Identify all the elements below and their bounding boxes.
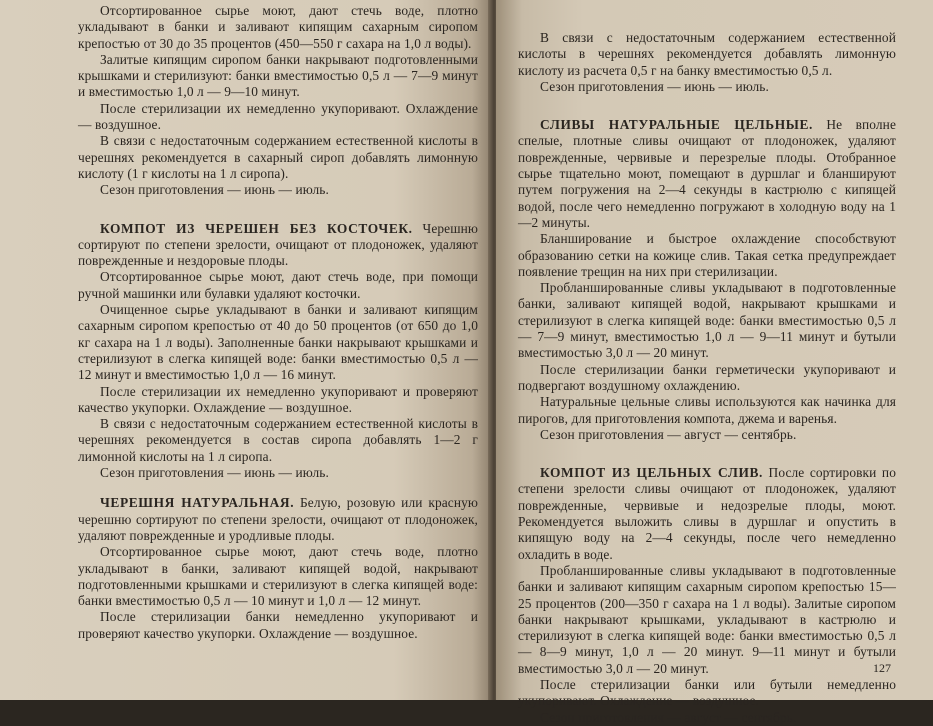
left-page-text xyxy=(78,3,478,642)
paragraph: После стерилизации банки немедленно укупоривают и проверяют качество укупорки. Охлаждение — воздушное. xyxy=(78,609,478,641)
paragraph: Натуральные цельные сливы используются как начинка для пирогов, для приготовления компота, джема и варенья. xyxy=(518,394,896,426)
paragraph: После стерилизации их немедленно укупоривают. Охлаждение — воздушное. xyxy=(78,100,478,133)
paragraph: Сезон приготовления — август — сентябрь. xyxy=(540,426,797,442)
paragraph: Отсортированное сырье моют, дают стечь воде, при помощи ручной машинки или булавки удаляют косточки. xyxy=(78,269,478,301)
paragraph: Сезон приготовления — июнь — июль. xyxy=(100,465,329,481)
paragraph: Бланширование и быстрое охлаждение способствуют образованию сетки на кожице слив. Такая сетка предупреждает появление трещин на них при стерилизации. xyxy=(518,231,896,279)
recipe-title: СЛИВЫ НАТУРАЛЬНЫЕ ЦЕЛЬНЫЕ. xyxy=(540,117,813,133)
paragraph: Отсортированное сырье моют, дают стечь воде, плотно укладывают в банки, заливают кипящей водой, накрывают подготовленными крышками и стерилизуют в слегка кипящей воде: банки вместимостью 0,5 л — 10 минут и 1,0 л — 12 минут. xyxy=(78,544,478,609)
paragraph: После стерилизации банки герметически укупоривают и подвергают воздушному охлаждению. xyxy=(518,361,896,393)
right-page xyxy=(496,0,933,725)
right-page-text xyxy=(518,30,896,726)
paragraph: Сезон приготовления — июнь — июль. xyxy=(540,78,769,94)
paragraph: Сезон приготовления — июнь — июль. xyxy=(100,182,329,198)
paragraph: Залитые кипящим сиропом банки накрывают подготовленными крышками и стерилизуют: банки вместимостью 0,5 л — 7—9 минут и вместимостью 1,0 л — 9—10 минут. xyxy=(78,51,478,100)
recipe-title: ЧЕРЕШНЯ НАТУРАЛЬНАЯ. xyxy=(100,495,295,511)
recipe-intro: Черешню сортируют по степени зрелости, очищают от плодоножек, удаляют поврежденные и нездоровые плоды. xyxy=(78,220,478,269)
paragraph: Пробланшированные сливы укладывают в подготовленные банки и заливают кипящим сахарным сиропом крепостью 15—25 процентов (200—350 г сахара на 1 л воды). Залитые сиропом банки накрывают крышками, укладывают в кастрюлю и стерилизуют в слегка кипящей воде: банки вместимостью 0,5 л — 8—9 минут, 1,0 л — 20 минут. 9—11 минут и бутыли вместимостью 3,0 л — 20 минут. xyxy=(518,562,896,676)
paragraph: В связи с недостаточным содержанием естественной кислоты в черешнях рекомендуется в сахарный сироп добавлять лимонную кислоту (1 г кислоты на 1 л сиропа). xyxy=(78,133,478,181)
recipe-paragraph xyxy=(78,495,478,544)
page-number: 127 xyxy=(873,661,891,675)
paragraph: После стерилизации банки или бутыли немедленно укупоривают. Охлаждение — воздушное. xyxy=(518,676,896,709)
recipe-paragraph xyxy=(518,465,896,563)
paragraph: Сезон приготовления — август — сентябрь. xyxy=(540,709,797,725)
recipe-paragraph xyxy=(518,117,896,231)
recipe-title: КОМПОТ ИЗ ЧЕРЕШЕН БЕЗ КОСТОЧЕК. xyxy=(100,220,413,236)
paragraph: Очищенное сырье укладывают в банки и заливают кипящим сахарным сиропом крепостью от 40 до 50 процентов (от 650 до 1,0 кг сахара на 1 л воды). Заполненные банки накрывают крышками и стерилизуют в слегка кипящей воде: банки вместимостью 0,5 л — 12 минут и вместимостью 1,0 л — 16 минут. xyxy=(78,302,478,383)
recipe-intro: Не вполне спелые, плотные сливы очищают от плодоножек, удаляют поврежденные, червивые и перезрелые плоды. Отобранное сырье тщательно моют, помещают в дуршлаг и бланшируют путем погружения на 2—4 секунды в кастрюлю с кипящей водой, после чего немедленно погружают в холодную воду на 1—2 минуты. xyxy=(518,117,896,230)
recipe-paragraph xyxy=(78,221,478,270)
paragraph: В связи с недостаточным содержанием естественной кислоты в черешнях рекомендуется добавлять лимонную кислоту из расчета 0,5 г на банку вместимостью 0,5 л. xyxy=(518,30,896,78)
paragraph: Отсортированное сырье моют, дают стечь воде, плотно укладывают в банки и заливают кипящим сахарным сиропом крепостью от 30 до 35 процентов (450—550 г сахара на 1,0 л воды). xyxy=(78,3,478,51)
paragraph: Пробланшированные сливы укладывают в подготовленные банки, заливают кипящей водой, накрывают крышками и стерилизуют в слегка кипящей воде: банки вместимостью 0,5 л — 7—9 минут, вместимостью 1,0 л — 9—11 минут и бутыли вместимостью 3,0 л — 20 минут. xyxy=(518,280,896,361)
paragraph: В связи с недостаточным содержанием естественной кислоты в черешнях рекомендуется в состав сиропа добавлять 1—2 г лимонной кислоты на 1 л сиропа. xyxy=(78,416,478,464)
recipe-intro: Белую, розовую или красную черешню сортируют по степени зрелости, очищают от плодоножек, удаляют поврежденные и уродливые плоды. xyxy=(78,495,478,543)
paragraph: После стерилизации их немедленно укупоривают и проверяют качество укупорки. Охлаждение — воздушное. xyxy=(78,383,478,415)
recipe-title: КОМПОТ ИЗ ЦЕЛЬНЫХ СЛИВ. xyxy=(540,465,764,481)
recipe-intro: После сортировки по степени зрелости сливы очищают от плодоножек, удаляют поврежденные, червивые и недозрелые плоды, моют. Рекомендуется выложить сливы в дуршлаг и опустить в кипящую воду на 2—4 секунды, после чего немедленно охладить в воде. xyxy=(518,465,896,562)
